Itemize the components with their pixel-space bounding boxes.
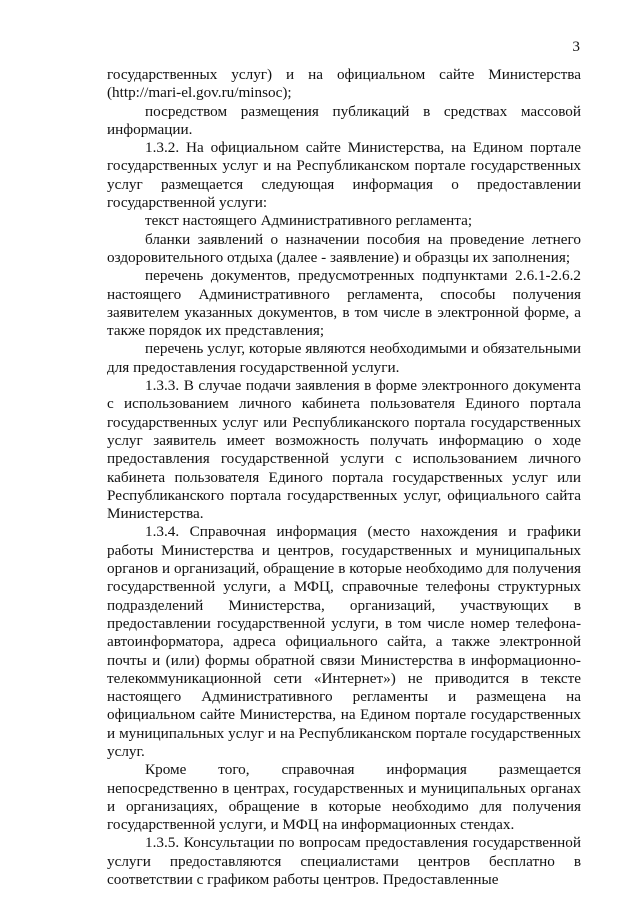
paragraph: перечень документов, предусмотренных подпунктами 2.6.1-2.6.2 настоящего Административного регламента, способы получения заявителем указанных документов, в том числе в электронной форме, а также порядок их представления; (107, 267, 581, 340)
page-number: 3 (572, 38, 580, 55)
paragraph: бланки заявлений о назначении пособия на проведение летнего оздоровительного отдыха (далее - заявление) и образцы их заполнения; (107, 230, 581, 266)
paragraph: 1.3.4. Справочная информация (место нахождения и графики работы Министерства и центров, государственных и муниципальных органов и организаций, обращение в которые необходимо для получения государственной услуги, а МФЦ, справочные телефоны структурных подразделений Министерства, организаций, участвующих в предоставлении государственной услуги, в том числе номер телефона-автоинформатора, адреса официального сайта, а также электронной почты и (или) формы обратной связи Министерства в информационно-телекоммуникационной сети «Интернет») не приводится в тексте настоящего Административного регламенты и размещена на официальном сайте Министерства, на Едином портале государственных и муниципальных услуг и на Республиканском портале государственных услуг. (107, 523, 581, 760)
paragraph: текст настоящего Административного регламента; (145, 212, 473, 230)
paragraph: 1.3.5. Консультации по вопросам предоставления государственной услуги предоставляются специалистами центров бесплатно в соответствии с графиком работы центров. Предоставленные (107, 834, 581, 889)
paragraph: 1.3.2. На официальном сайте Министерства, на Едином портале государственных услуг и на Республиканском портале государственных услуг размещается следующая информация о предоставлении государственной услуги: (107, 139, 581, 212)
paragraph: посредством размещения публикаций в средствах массовой информации. (107, 102, 581, 138)
document-body (107, 66, 581, 889)
paragraph: 1.3.3. В случае подачи заявления в форме электронного документа с использованием личного кабинета пользователя Единого портала государственных услуг или Республиканского портала государственных услуг заявитель имеет возможность получать информацию о ходе предоставления государственной услуги с использованием личного кабинета пользователя Единого портала государственных услуг или Республиканского портала государственных услуг, официального сайта Министерства. (107, 377, 581, 523)
paragraph: перечень услуг, которые являются необходимыми и обязательными для предоставления государственной услуги. (107, 340, 581, 376)
paragraph: Кроме того, справочная информация размещается непосредственно в центрах, государственных и муниципальных органах и организациях, обращение в которые необходимо для получения государственной услуги, и МФЦ на информационных стендах. (107, 761, 581, 834)
paragraph: государственных услуг) и на официальном сайте Министерства (http://mari-el.gov.ru/minsoc); (107, 66, 581, 102)
